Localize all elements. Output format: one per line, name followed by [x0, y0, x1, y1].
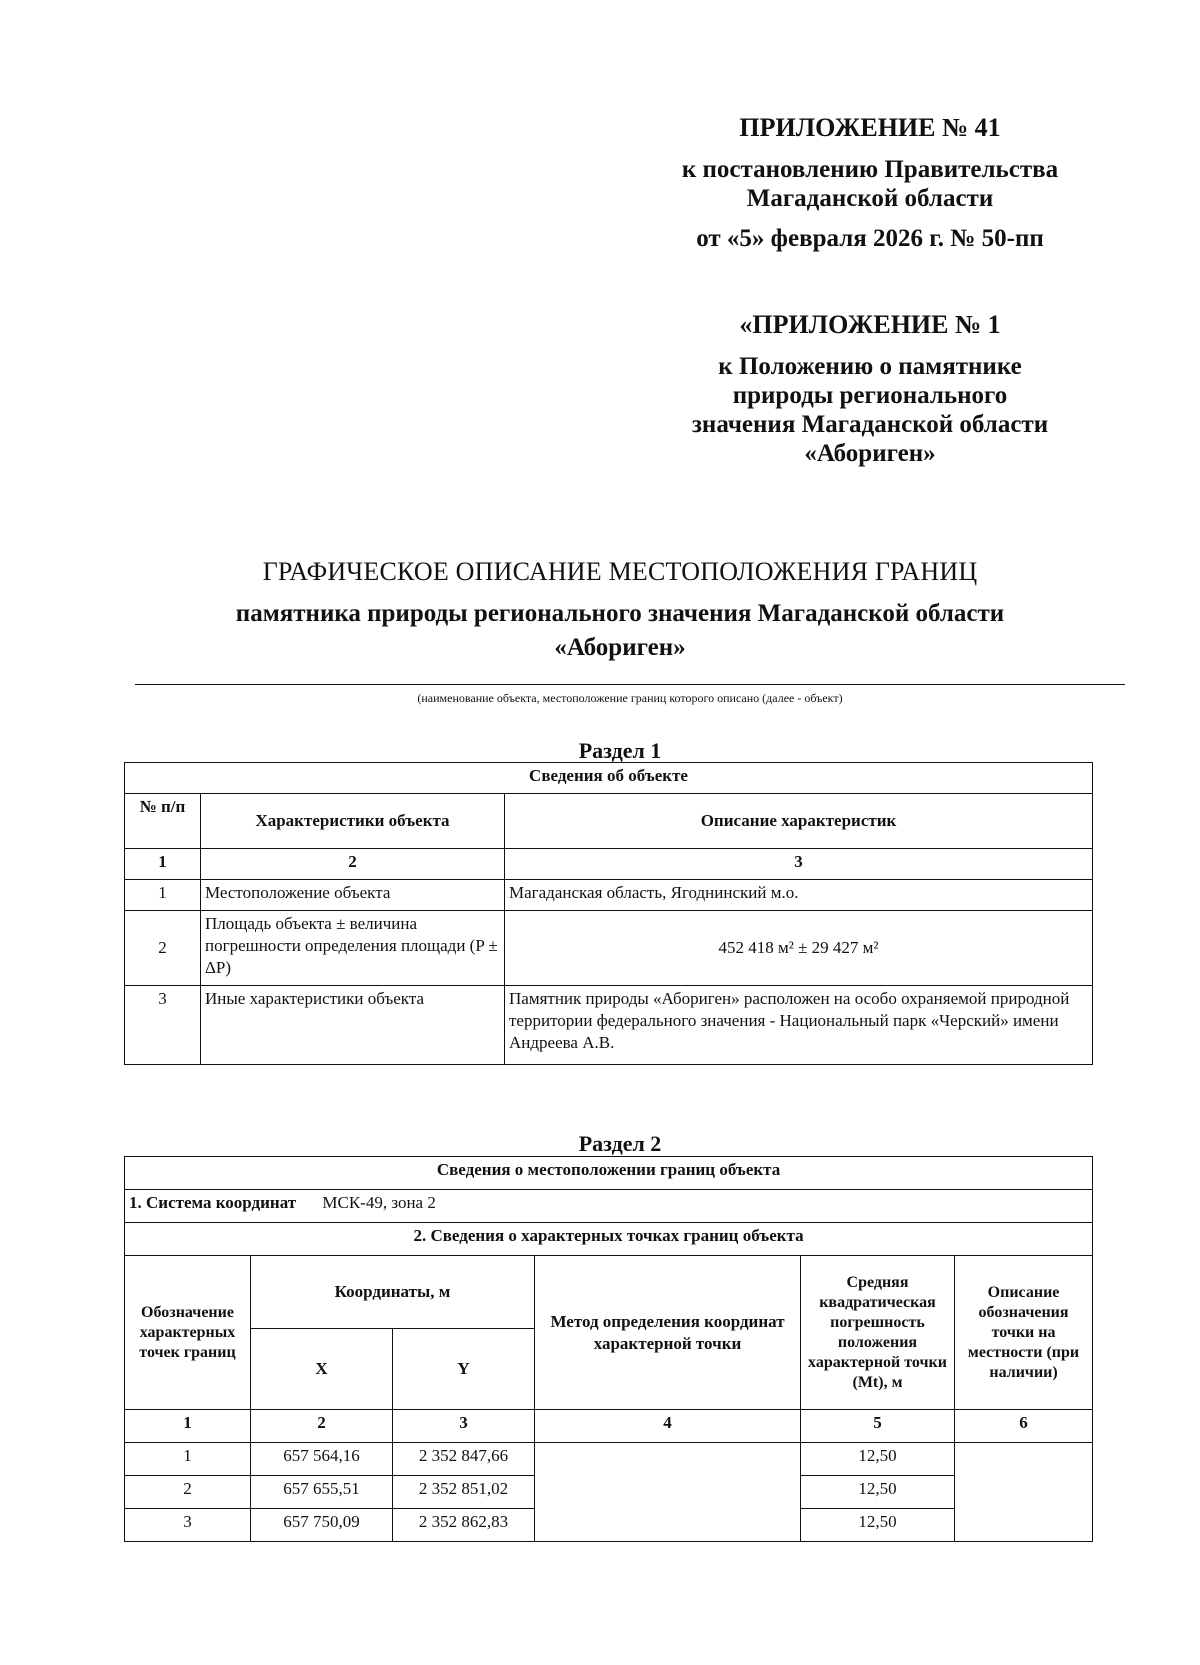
name-caption: (наименование объекта, местоположение границ которого описано (далее - объект): [417, 691, 843, 705]
row-num: 3: [125, 986, 201, 1065]
section2-title: Раздел 2: [578, 1131, 662, 1156]
row-value: Памятник природы «Абориген» расположен на особо охраняемой природной территории федерального значения - Национальный парк «Черский» имени Андреева А.В.: [505, 986, 1093, 1065]
header-x: X: [251, 1329, 393, 1410]
appendix-title: ПРИЛОЖЕНИЕ № 41: [739, 113, 1001, 142]
inner-appendix-reference: [630, 352, 1110, 468]
coord-system-value: МСК-49, зона 2: [322, 1193, 436, 1212]
object-info-table: [124, 762, 1093, 1065]
col-number: 1: [125, 1410, 251, 1443]
description-cell: [955, 1443, 1093, 1542]
point-error: 12,50: [801, 1476, 955, 1509]
points-title: 2. Сведения о характерных точках границ объекта: [125, 1223, 1093, 1256]
col-number: 4: [535, 1410, 801, 1443]
point-id: 2: [125, 1476, 251, 1509]
col-number: 6: [955, 1410, 1093, 1443]
coord-system-row: [125, 1190, 1093, 1223]
table-title-row: [125, 763, 1093, 794]
point-x: 657 655,51: [251, 1476, 393, 1509]
row-num: 1: [125, 880, 201, 911]
point-y: 2 352 862,83: [393, 1509, 535, 1542]
row-num: 2: [125, 911, 201, 986]
col-number: 3: [505, 849, 1093, 880]
col-number: 1: [125, 849, 201, 880]
coord-system: [125, 1190, 1093, 1223]
document-title: ГРАФИЧЕСКОЕ ОПИСАНИЕ МЕСТОПОЛОЖЕНИЯ ГРАНИЦ: [262, 557, 978, 586]
header-error: Средняя квадратическая погрешность положения характерной точки (Mt), м: [801, 1256, 955, 1410]
table-title-row: [125, 1157, 1093, 1190]
header-coords: Координаты, м: [251, 1256, 535, 1329]
table-row: [125, 911, 1093, 986]
header-y: Y: [393, 1329, 535, 1410]
table-row: [125, 1443, 1093, 1476]
column-numbers-row: [125, 849, 1093, 880]
appendix-to-line1: к постановлению Правительства: [681, 156, 1059, 183]
row-name: Иные характеристики объекта: [201, 986, 505, 1065]
header-num: № п/п: [125, 794, 201, 849]
point-error: 12,50: [801, 1509, 955, 1542]
row-value: 452 418 м² ± 29 427 м²: [505, 911, 1093, 986]
row-name: Местоположение объекта: [201, 880, 505, 911]
point-id: 1: [125, 1443, 251, 1476]
table-title: Сведения о местоположении границ объекта: [125, 1157, 1093, 1190]
row-name: Площадь объекта ± величина погрешности определения площади (P ± ΔP): [201, 911, 505, 986]
boundary-table: [124, 1156, 1093, 1542]
appendix-to-line2: Магаданской области: [746, 185, 994, 212]
header-method: Метод определения координат характерной точки: [535, 1256, 801, 1410]
subtitle-line1: памятника природы регионального значения Магаданской области: [235, 600, 1005, 627]
points-title-row: [125, 1223, 1093, 1256]
table-header-row: [125, 794, 1093, 849]
point-x: 657 564,16: [251, 1443, 393, 1476]
column-numbers-row: [125, 1410, 1093, 1443]
table-title: Сведения об объекте: [125, 763, 1093, 794]
row-value: Магаданская область, Ягоднинский м.о.: [505, 880, 1093, 911]
appendix-reference: [630, 155, 1110, 213]
point-y: 2 352 847,66: [393, 1443, 535, 1476]
header-description: Описание характеристик: [505, 794, 1093, 849]
table-row: [125, 880, 1093, 911]
document-subtitle: [120, 597, 1120, 665]
header-description: Описание обозначения точки на местности (при наличии): [955, 1256, 1093, 1410]
col-number: 3: [393, 1410, 535, 1443]
coord-system-label: 1. Система координат: [129, 1193, 297, 1212]
point-x: 657 750,09: [251, 1509, 393, 1542]
point-y: 2 352 851,02: [393, 1476, 535, 1509]
section1-title: Раздел 1: [578, 738, 662, 763]
point-error: 12,50: [801, 1443, 955, 1476]
inner-appendix-title: «ПРИЛОЖЕНИЕ № 1: [739, 310, 1001, 339]
inner-to-line3: значения Магаданской области: [691, 411, 1049, 438]
col-number: 2: [251, 1410, 393, 1443]
appendix-date: от «5» февраля 2026 г. № 50-пп: [696, 225, 1044, 252]
inner-to-line4: «Абориген»: [804, 440, 936, 467]
subtitle-line2: «Абориген»: [554, 634, 686, 661]
col-number: 2: [201, 849, 505, 880]
header-characteristics: Характеристики объекта: [201, 794, 505, 849]
table-header-row: [125, 1256, 1093, 1329]
inner-to-line1: к Положению о памятнике: [718, 353, 1022, 380]
method-cell: [535, 1443, 801, 1542]
table-row: [125, 986, 1093, 1065]
inner-to-line2: природы регионального: [732, 382, 1008, 409]
header-point: Обозначение характерных точек границ: [125, 1256, 251, 1410]
name-underline: [135, 684, 1125, 685]
col-number: 5: [801, 1410, 955, 1443]
point-id: 3: [125, 1509, 251, 1542]
